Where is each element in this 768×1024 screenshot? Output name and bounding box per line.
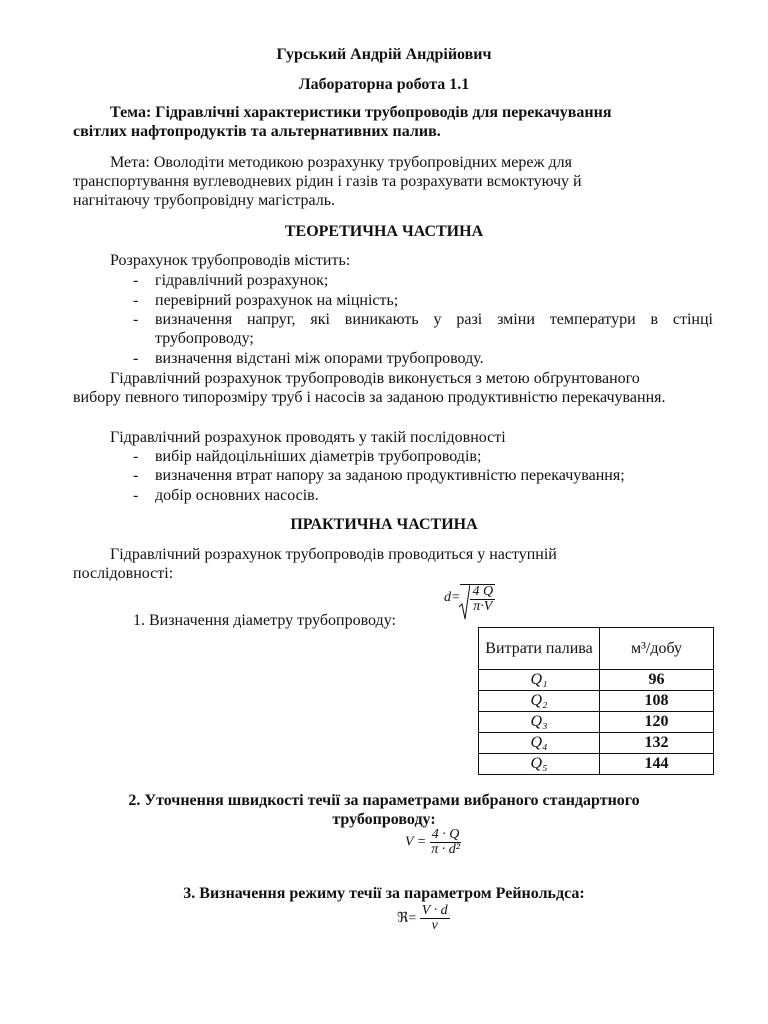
bullet-dash: - (133, 448, 139, 465)
table-header-row (479, 628, 714, 670)
formula-velocity (405, 828, 461, 857)
sequence-intro: Гідравлічний розрахунок проводять у такій послідовності (110, 429, 506, 446)
table-row (479, 754, 714, 775)
bullet-dash: - (133, 487, 139, 504)
sequence-item: добір основних насосів. (155, 487, 319, 504)
topic-line-2: світлих нафтопродуктів та альтернативних палив. (73, 123, 441, 140)
table-cell-value: 120 (600, 712, 714, 733)
bullet-dash: - (133, 467, 139, 484)
bullet-dash: - (133, 350, 139, 367)
formula-lhs: d= (444, 590, 461, 605)
theory-item: визначення напруг, які виникають у разі зміни температури в стінці трубопроводу; (155, 311, 713, 347)
formula-lhs: V = (405, 834, 427, 850)
formula-denominator: ν (431, 918, 438, 933)
table-cell-label: Q₃ (479, 712, 600, 733)
formula-reynolds (397, 904, 450, 933)
sequence-item: визначення втрат напору за заданою продуктивністю перекачування; (155, 467, 625, 484)
theory-paragraph-rest: вибору певного типорозміру труб і насосів за заданою продуктивністю перекачування. (73, 389, 666, 406)
table-row (479, 670, 714, 691)
theory-heading: ТЕОРЕТИЧНА ЧАСТИНА (284, 223, 484, 240)
fuel-consumption-table (478, 627, 714, 775)
practice-intro-line-1: Гідравлічний розрахунок трубопроводів проводиться у наступній (110, 546, 557, 563)
sqrt-sign (460, 584, 495, 614)
table-header-unit (600, 628, 714, 670)
bullet-dash: - (133, 311, 139, 328)
formula-denominator: π · d² (431, 842, 460, 857)
step-2-line-2: трубопроводу: (332, 811, 436, 828)
table-cell-label: Q₄ (479, 733, 600, 754)
table-row (479, 733, 714, 754)
sequence-item: вибір найдоцільніших діаметрів трубопроводів; (155, 448, 482, 465)
formula-denominator: π·V (473, 599, 493, 614)
step-1-label: 1. Визначення діаметру трубопроводу: (133, 612, 396, 629)
table-cell-label: Q₂ (479, 691, 600, 712)
formula-numerator: V · d (421, 903, 448, 918)
author-name: Гурський Андрій Андрійович (276, 46, 492, 63)
step-2-line-1: 2. Уточнення швидкості течії за параметрами вибраного стандартного (128, 792, 640, 809)
practice-heading: ПРАКТИЧНА ЧАСТИНА (290, 516, 478, 533)
radical-icon (458, 583, 470, 621)
theory-item: гідравлічний розрахунок; (155, 272, 329, 289)
table-cell-value: 144 (600, 754, 714, 775)
table-row (479, 691, 714, 712)
formula-lhs: ℜ= (397, 911, 417, 926)
formula-numerator: 4 · Q (431, 827, 460, 842)
goal-line-2: транспортування вуглеводневих рідин і газів та розрахувати всмоктуючу й (73, 173, 582, 190)
theory-item: перевірний розрахунок на міцність; (155, 292, 399, 309)
goal-line-3: нагнітаючу трубопровідну магістраль. (73, 192, 336, 209)
theory-intro: Розрахунок трубопроводів містить: (110, 252, 351, 269)
table-header-fuel: Витрати палива (479, 628, 600, 670)
goal-line-1: Мета: Оволодіти методикою розрахунку трубопровідних мереж для (110, 154, 572, 171)
theory-item: визначення відстані між опорами трубопроводу. (155, 350, 484, 367)
table-cell-value: 108 (600, 691, 714, 712)
step-3-label: 3. Визначення режиму течії за параметром Рейнольдса: (183, 885, 585, 902)
table-cell-value: 96 (600, 670, 714, 691)
table-cell-label: Q₁ (479, 670, 600, 691)
topic-line-1: Тема: Гідравлічні характеристики трубопроводів для перекачування (110, 104, 612, 121)
table-row (479, 712, 714, 733)
unit-label: м³/добу (630, 639, 683, 657)
formula-diameter (444, 582, 495, 614)
lab-title: Лабораторна робота 1.1 (298, 76, 470, 93)
table-cell-label: Q₅ (479, 754, 600, 775)
bullet-dash: - (133, 292, 139, 309)
formula-numerator: 4 Q (472, 584, 494, 599)
table-cell-value: 132 (600, 733, 714, 754)
practice-intro-line-2: послідовності: (73, 565, 174, 582)
bullet-dash: - (133, 272, 139, 289)
theory-paragraph-first-line: Гідравлічний розрахунок трубопроводів виконується з метою обґрунтованого (110, 370, 640, 387)
